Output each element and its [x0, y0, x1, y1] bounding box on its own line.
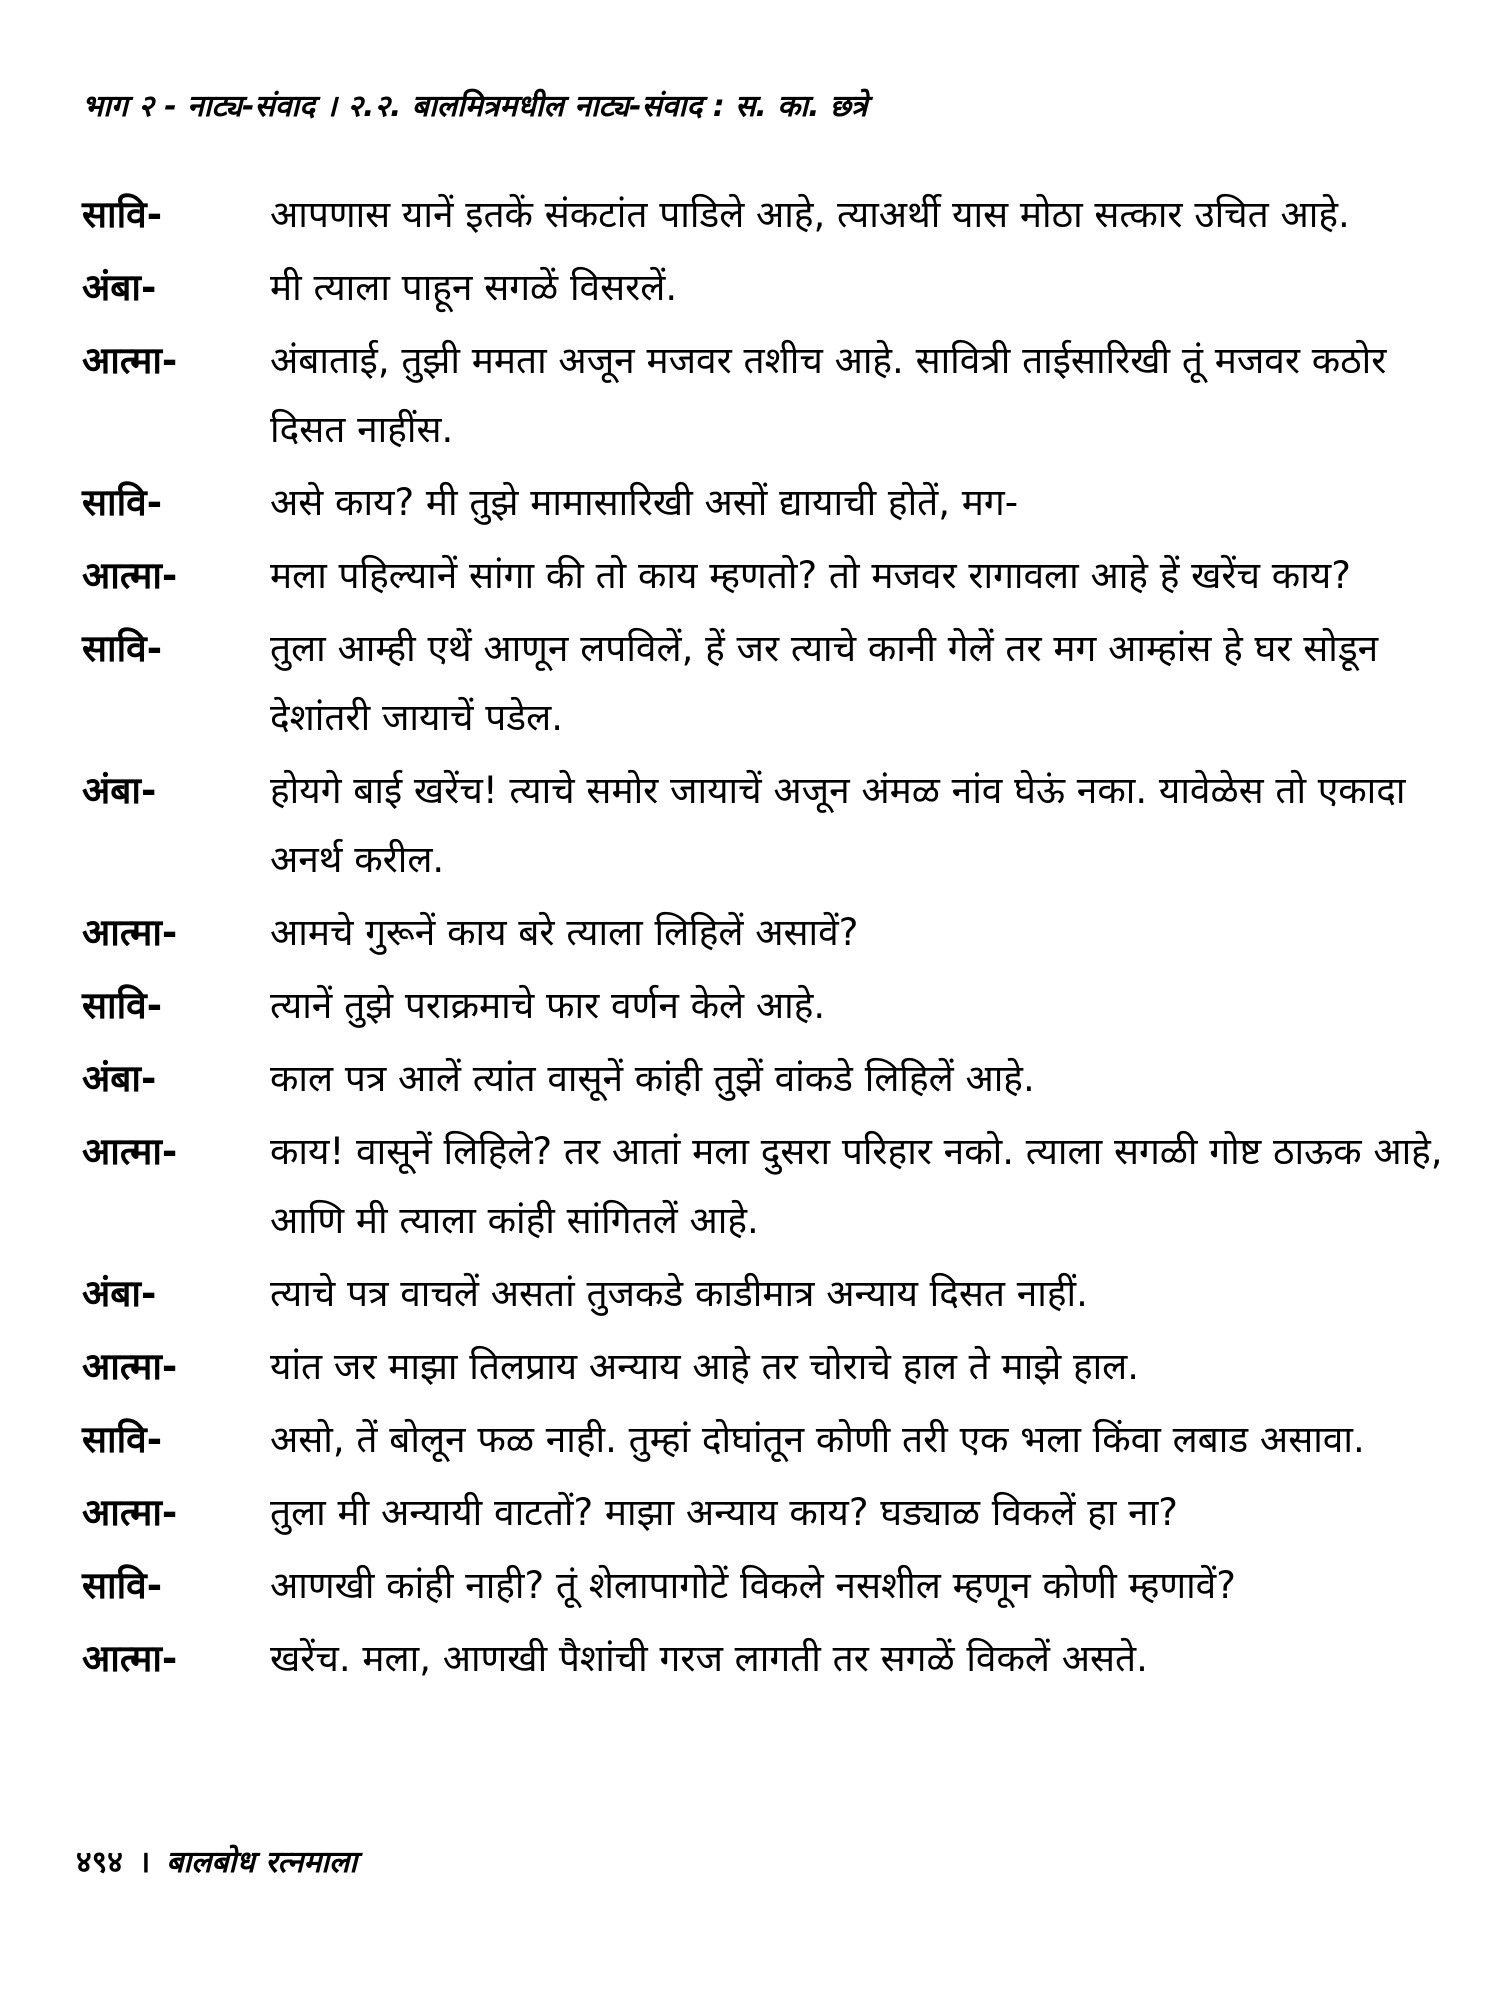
speaker-name: सावि- — [82, 193, 163, 236]
speaker-name: सावि- — [82, 984, 163, 1027]
footer-separator: । — [138, 1845, 151, 1880]
dialogue-line-2 — [82, 253, 1454, 322]
page-footer — [76, 1840, 357, 1881]
speaker-name: आत्मा- — [82, 1637, 178, 1680]
speech-text: काल पत्र आलें त्यांत वासूनें कांही तुझें वांकडे लिहिलें आहे. — [270, 1057, 1035, 1100]
running-header: भाग २ - नाट्य-संवाद । २.२. बालमित्रमधील नाट्य-संवाद : स. का. छत्रे — [82, 89, 868, 124]
speaker-name: अंबा- — [82, 1272, 157, 1315]
speaker-name: सावि- — [82, 1564, 163, 1607]
dialogue-body — [82, 180, 1454, 1697]
dialogue-line-5 — [82, 541, 1454, 610]
speaker-name: आत्मा- — [82, 1491, 178, 1534]
dialogue-line-11 — [82, 1117, 1454, 1255]
speaker-name: आत्मा- — [82, 339, 178, 382]
dialogue-line-13 — [82, 1332, 1454, 1401]
speech-text: अंबाताई, तुझी ममता अजून मजवर तशीच आहे. सावित्री ताईसारिखी तूं मजवर कठोर दिसत नाहींस. — [270, 339, 1387, 451]
speaker-name: अंबा- — [82, 1057, 157, 1100]
speech-text: मला पहिल्यानें सांगा की तो काय म्हणतो? तो मजवर रागावला आहे हें खरेंच काय? — [270, 554, 1351, 597]
speech-text: काय! वासूनें लिहिले? तर आतां मला दुसरा परिहार नको. त्याला सगळी गोष्ट ठाऊक आहे, आणि मी त्याला कांही सांगितलें आहे. — [270, 1130, 1443, 1242]
dialogue-line-15 — [82, 1478, 1454, 1547]
speech-text: आपणास यानें इतकें संकटांत पाडिले आहे, त्याअर्थी यास मोठा सत्कार उचित आहे. — [270, 193, 1350, 236]
speech-text: मी त्याला पाहून सगळें विसरलें. — [270, 266, 678, 309]
speech-text: आमचे गुरूनें काय बरे त्याला लिहिलें असावें? — [270, 911, 859, 954]
speaker-name: सावि- — [82, 481, 163, 524]
dialogue-line-7 — [82, 756, 1454, 894]
speech-text: असो, तें बोलून फळ नाही. तुम्हां दोघांतून कोणी तरी एक भला किंवा लबाड असावा. — [270, 1418, 1365, 1461]
book-title: बालबोध रत्नमाला — [166, 1845, 358, 1880]
dialogue-line-3 — [82, 326, 1454, 464]
speech-text: आणखी कांही नाही? तूं शेलापागोटें विकले नसशील म्हणून कोणी म्हणावें? — [270, 1564, 1236, 1607]
speech-text: होयगे बाई खरेंच! त्याचे समोर जायाचें अजून अंमळ नांव घेऊं नका. यावेळेस तो एकादा अनर्थ करील. — [270, 769, 1406, 881]
speaker-name: अंबा- — [82, 769, 157, 812]
speech-text: त्याचे पत्र वाचलें असतां तुजकडे काडीमात्र अन्याय दिसत नाहीं. — [270, 1272, 1088, 1315]
dialogue-line-8 — [82, 898, 1454, 967]
dialogue-line-9 — [82, 971, 1454, 1040]
speech-text: असे काय? मी तुझे मामासारिखी असों द्यायाची होतें, मग- — [270, 481, 1019, 524]
speaker-name: आत्मा- — [82, 554, 178, 597]
page-number: ४९४ — [76, 1845, 123, 1880]
dialogue-line-6 — [82, 614, 1454, 752]
dialogue-line-17 — [82, 1624, 1454, 1693]
speech-text: तुला आम्ही एथें आणून लपविलें, हें जर त्याचे कानी गेलें तर मग आम्हांस हे घर सोडून देशांतरी जायाचें पडेल. — [270, 627, 1379, 739]
dialogue-line-1 — [82, 180, 1454, 249]
speaker-name: आत्मा- — [82, 1345, 178, 1388]
dialogue-line-16 — [82, 1551, 1454, 1620]
dialogue-line-12 — [82, 1259, 1454, 1328]
speaker-name: सावि- — [82, 1418, 163, 1461]
dialogue-line-4 — [82, 468, 1454, 537]
speaker-name: अंबा- — [82, 266, 157, 309]
speaker-name: सावि- — [82, 627, 163, 670]
dialogue-line-14 — [82, 1405, 1454, 1474]
speech-text: खरेंच. मला, आणखी पैशांची गरज लागती तर सगळें विकलें असते. — [270, 1637, 1148, 1680]
speaker-name: आत्मा- — [82, 911, 178, 954]
speech-text: त्यानें तुझे पराक्रमाचे फार वर्णन केले आहे. — [270, 984, 826, 1027]
dialogue-line-10 — [82, 1044, 1454, 1113]
speech-text: तुला मी अन्यायी वाटतों? माझा अन्याय काय? घड्याळ विकलें हा ना? — [270, 1491, 1178, 1534]
speaker-name: आत्मा- — [82, 1130, 178, 1173]
speech-text: यांत जर माझा तिलप्राय अन्याय आहे तर चोराचे हाल ते माझे हाल. — [270, 1345, 1140, 1388]
